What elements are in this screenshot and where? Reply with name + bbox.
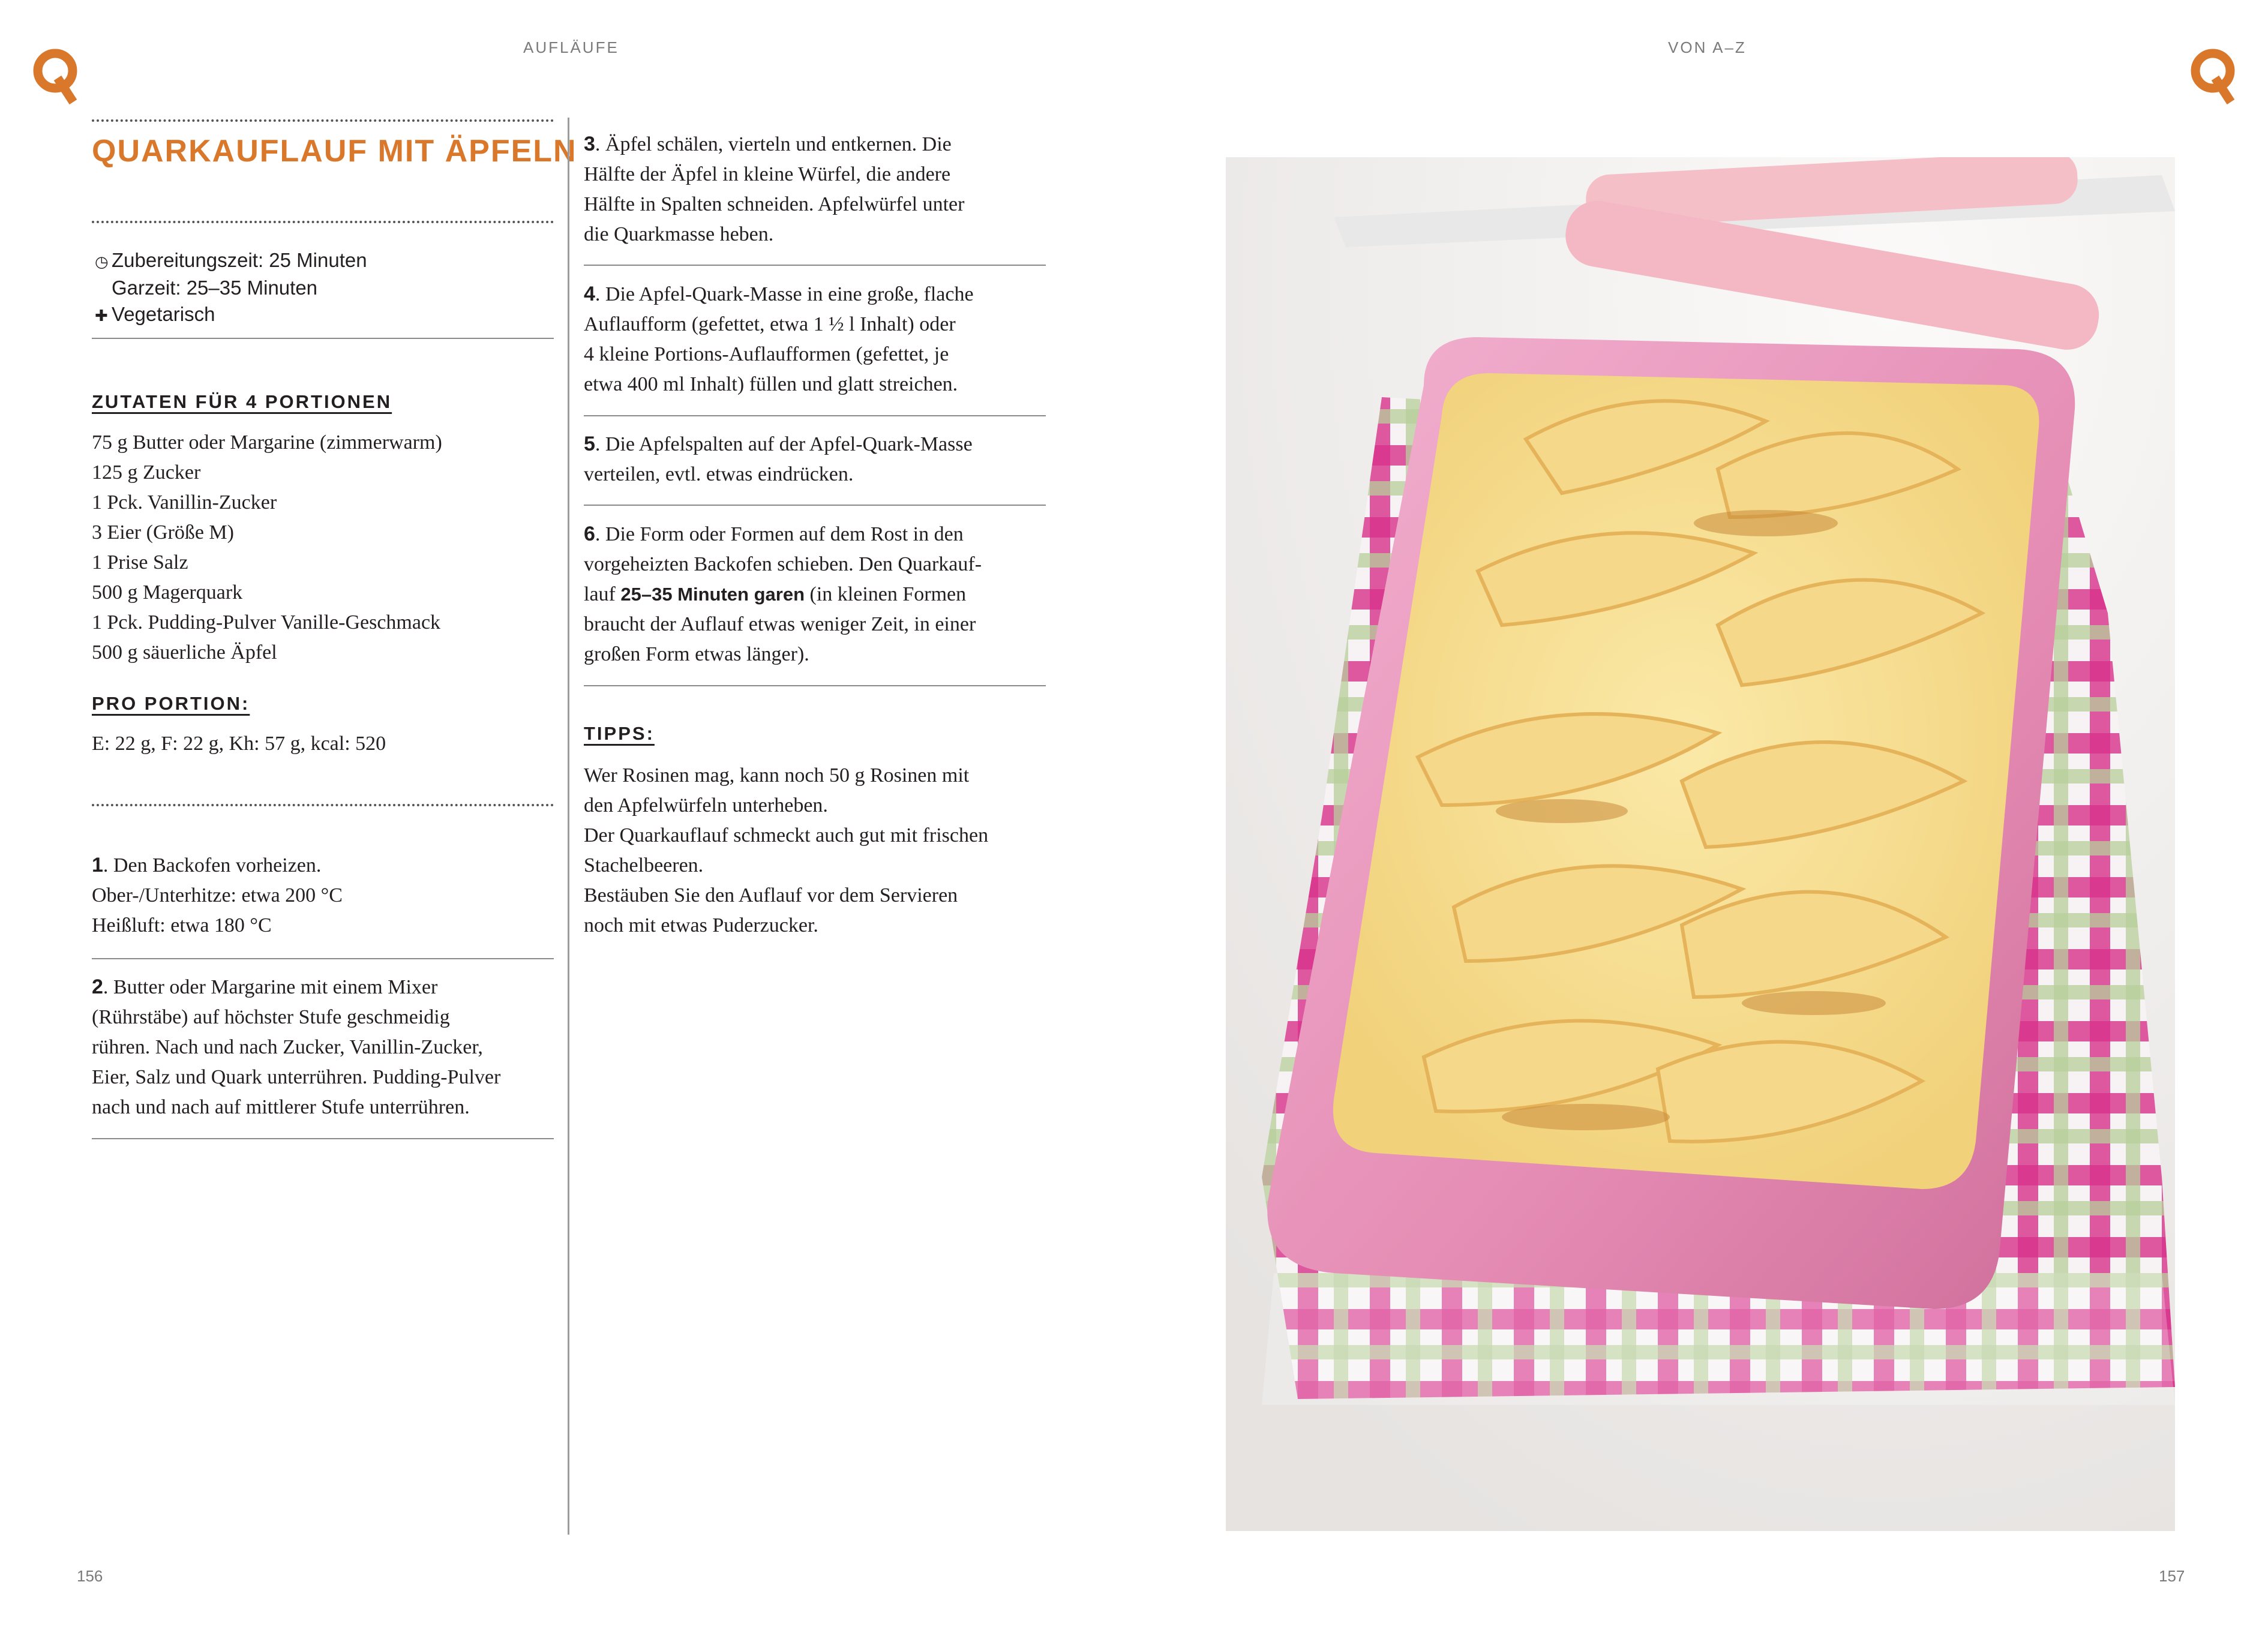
divider (584, 505, 1046, 506)
step-text: verteilen, evtl. etwas eindrücken. (584, 463, 854, 485)
step-text: Auflaufform (gefettet, etwa 1 ½ l Inhalt) oder (584, 313, 956, 335)
step-text: (Rührstäbe) auf höchster Stufe geschmeidig (92, 1006, 450, 1028)
page-number-right: 157 (2159, 1567, 2185, 1585)
tips-heading: TIPPS: (584, 723, 655, 744)
step-text: Butter oder Margarine mit einem Mixer (113, 976, 438, 998)
step-text: Ober-/Unterhitze: etwa 200 °C (92, 884, 343, 906)
letter-q-icon (2189, 47, 2237, 107)
step-1: 1. Den Backofen vorheizen. Ober-/Unterhitze: etwa 200 °C Heißluft: etwa 180 °C (92, 850, 343, 941)
divider (584, 415, 1046, 416)
cook-time: Garzeit: 25–35 Minuten (112, 277, 318, 299)
cook-time-emphasis: 25–35 Minuten garen (620, 584, 805, 605)
ingredient-item: 500 g säuerliche Äpfel (92, 641, 277, 664)
tip-line: den Apfelwürfeln unterheben. (584, 794, 828, 816)
divider (584, 685, 1046, 686)
tip-line: Der Quarkauflauf schmeckt auch gut mit frischen (584, 824, 989, 846)
ingredients-heading: ZUTATEN FÜR 4 PORTIONEN (92, 391, 392, 412)
running-head-left: AUFLÄUFE (523, 38, 619, 56)
recipe-meta (95, 247, 367, 329)
photo-illustration (1226, 157, 2175, 1531)
step-text: nach und nach auf mittlerer Stufe unterrühren. (92, 1096, 470, 1118)
step-text: Die Apfelspalten auf der Apfel-Quark-Masse (605, 433, 973, 455)
step-text: vorgeheizten Backofen schieben. Den Quarkauf- (584, 553, 982, 575)
tip-line: Wer Rosinen mag, kann noch 50 g Rosinen mit (584, 764, 970, 787)
letter-q-icon (31, 47, 79, 107)
ingredient-item: 1 Prise Salz (92, 551, 188, 574)
step-text: Eier, Salz und Quark unterrühren. Pudding-Pulver (92, 1066, 501, 1088)
step-2: 2. Butter oder Margarine mit einem Mixer (Rührstäbe) auf höchster Stufe geschmeidig rühren. Nach und nach Zucker, Vanillin-Zucker, Eier, Salz und Quark unterrühren. Pudding-Pulver nach und nach auf mittlerer Stufe unterrühren. (92, 972, 500, 1122)
running-head-right: VON A–Z (1668, 38, 1747, 56)
nutrition-values: E: 22 g, F: 22 g, Kh: 57 g, kcal: 520 (92, 733, 386, 755)
step-6: 6. Die Form oder Formen auf dem Rost in den vorgeheizten Backofen schieben. Den Quarkauf- lauf 25–35 Minuten garen (in kleinen Formen braucht der Auflauf etwas weniger Zeit, in einer großen Form etwas länger). (584, 519, 982, 670)
step-number: 4 (584, 283, 595, 305)
step-5: 5. Die Apfelspalten auf der Apfel-Quark-Masse verteilen, evtl. etwas eindrücken. (584, 429, 973, 490)
ingredient-item: 75 g Butter oder Margarine (zimmerwarm) (92, 431, 442, 454)
step-number: 3 (584, 133, 595, 155)
nutrition-heading: PRO PORTION: (92, 693, 250, 714)
quark-apple-bake-photo (1226, 157, 2175, 1531)
dotted-divider (92, 804, 554, 806)
step-text: (in kleinen Formen (805, 583, 967, 605)
step-number: 2 (92, 975, 103, 998)
dotted-divider (92, 221, 554, 223)
step-text: rühren. Nach und nach Zucker, Vanillin-Zucker, (92, 1036, 483, 1058)
plus-icon: ✚ (95, 307, 108, 325)
step-text: Äpfel schälen, vierteln und entkernen. Die (605, 133, 952, 155)
prep-time: Zubereitungszeit: 25 Minuten (112, 249, 367, 271)
column-separator (568, 118, 569, 1535)
step-number: 5 (584, 433, 595, 455)
divider (92, 958, 554, 959)
ingredient-item: 500 g Magerquark (92, 581, 243, 604)
step-text: die Quarkmasse heben. (584, 223, 774, 245)
page-number-left: 156 (77, 1567, 103, 1585)
ingredient-item: 1 Pck. Pudding-Pulver Vanille-Geschmack (92, 611, 441, 634)
dotted-divider (92, 119, 554, 122)
step-text: lauf (584, 583, 621, 605)
divider (92, 338, 554, 339)
step-text: Hälfte in Spalten schneiden. Apfelwürfel unter (584, 193, 965, 215)
step-text: Heißluft: etwa 180 °C (92, 914, 272, 936)
divider (584, 265, 1046, 266)
step-text: braucht der Auflauf etwas weniger Zeit, in einer (584, 613, 976, 635)
tips-text (584, 761, 988, 941)
step-number: 1 (92, 854, 103, 876)
step-text: Den Backofen vorheizen. (113, 854, 322, 876)
step-text: Die Apfel-Quark-Masse in eine große, flache (605, 283, 974, 305)
ingredient-item: 125 g Zucker (92, 461, 201, 484)
ingredients-list (92, 428, 442, 668)
clock-icon: ◷ (95, 253, 109, 271)
step-3: 3. Äpfel schälen, vierteln und entkernen. Die Hälfte der Äpfel in kleine Würfel, die andere Hälfte in Spalten schneiden. Apfelwürfel unter die Quarkmasse heben. (584, 129, 964, 250)
tip-line: Bestäuben Sie den Auflauf vor dem Servieren (584, 884, 958, 906)
step-text: etwa 400 ml Inhalt) füllen und glatt streichen. (584, 373, 958, 395)
ingredient-item: 3 Eier (Größe M) (92, 521, 234, 544)
divider (92, 1138, 554, 1139)
ingredient-item: 1 Pck. Vanillin-Zucker (92, 491, 277, 514)
step-text: Die Form oder Formen auf dem Rost in den (605, 523, 964, 545)
step-text: großen Form etwas länger). (584, 643, 809, 665)
category-vegetarian: Vegetarisch (112, 303, 215, 325)
recipe-title: QUARKAUFLAUF MIT ÄPFELN (92, 134, 577, 169)
step-text: 4 kleine Portions-Auflaufformen (gefettet, je (584, 343, 949, 365)
tip-line: noch mit etwas Puderzucker. (584, 914, 818, 936)
step-4: 4. Die Apfel-Quark-Masse in eine große, flache Auflaufform (gefettet, etwa 1 ½ l Inhalt) oder 4 kleine Portions-Auflaufformen (gefettet, je etwa 400 ml Inhalt) füllen und glatt streichen. (584, 279, 974, 400)
step-text: Hälfte der Äpfel in kleine Würfel, die andere (584, 163, 951, 185)
tip-line: Stachelbeeren. (584, 854, 704, 876)
step-number: 6 (584, 523, 595, 545)
